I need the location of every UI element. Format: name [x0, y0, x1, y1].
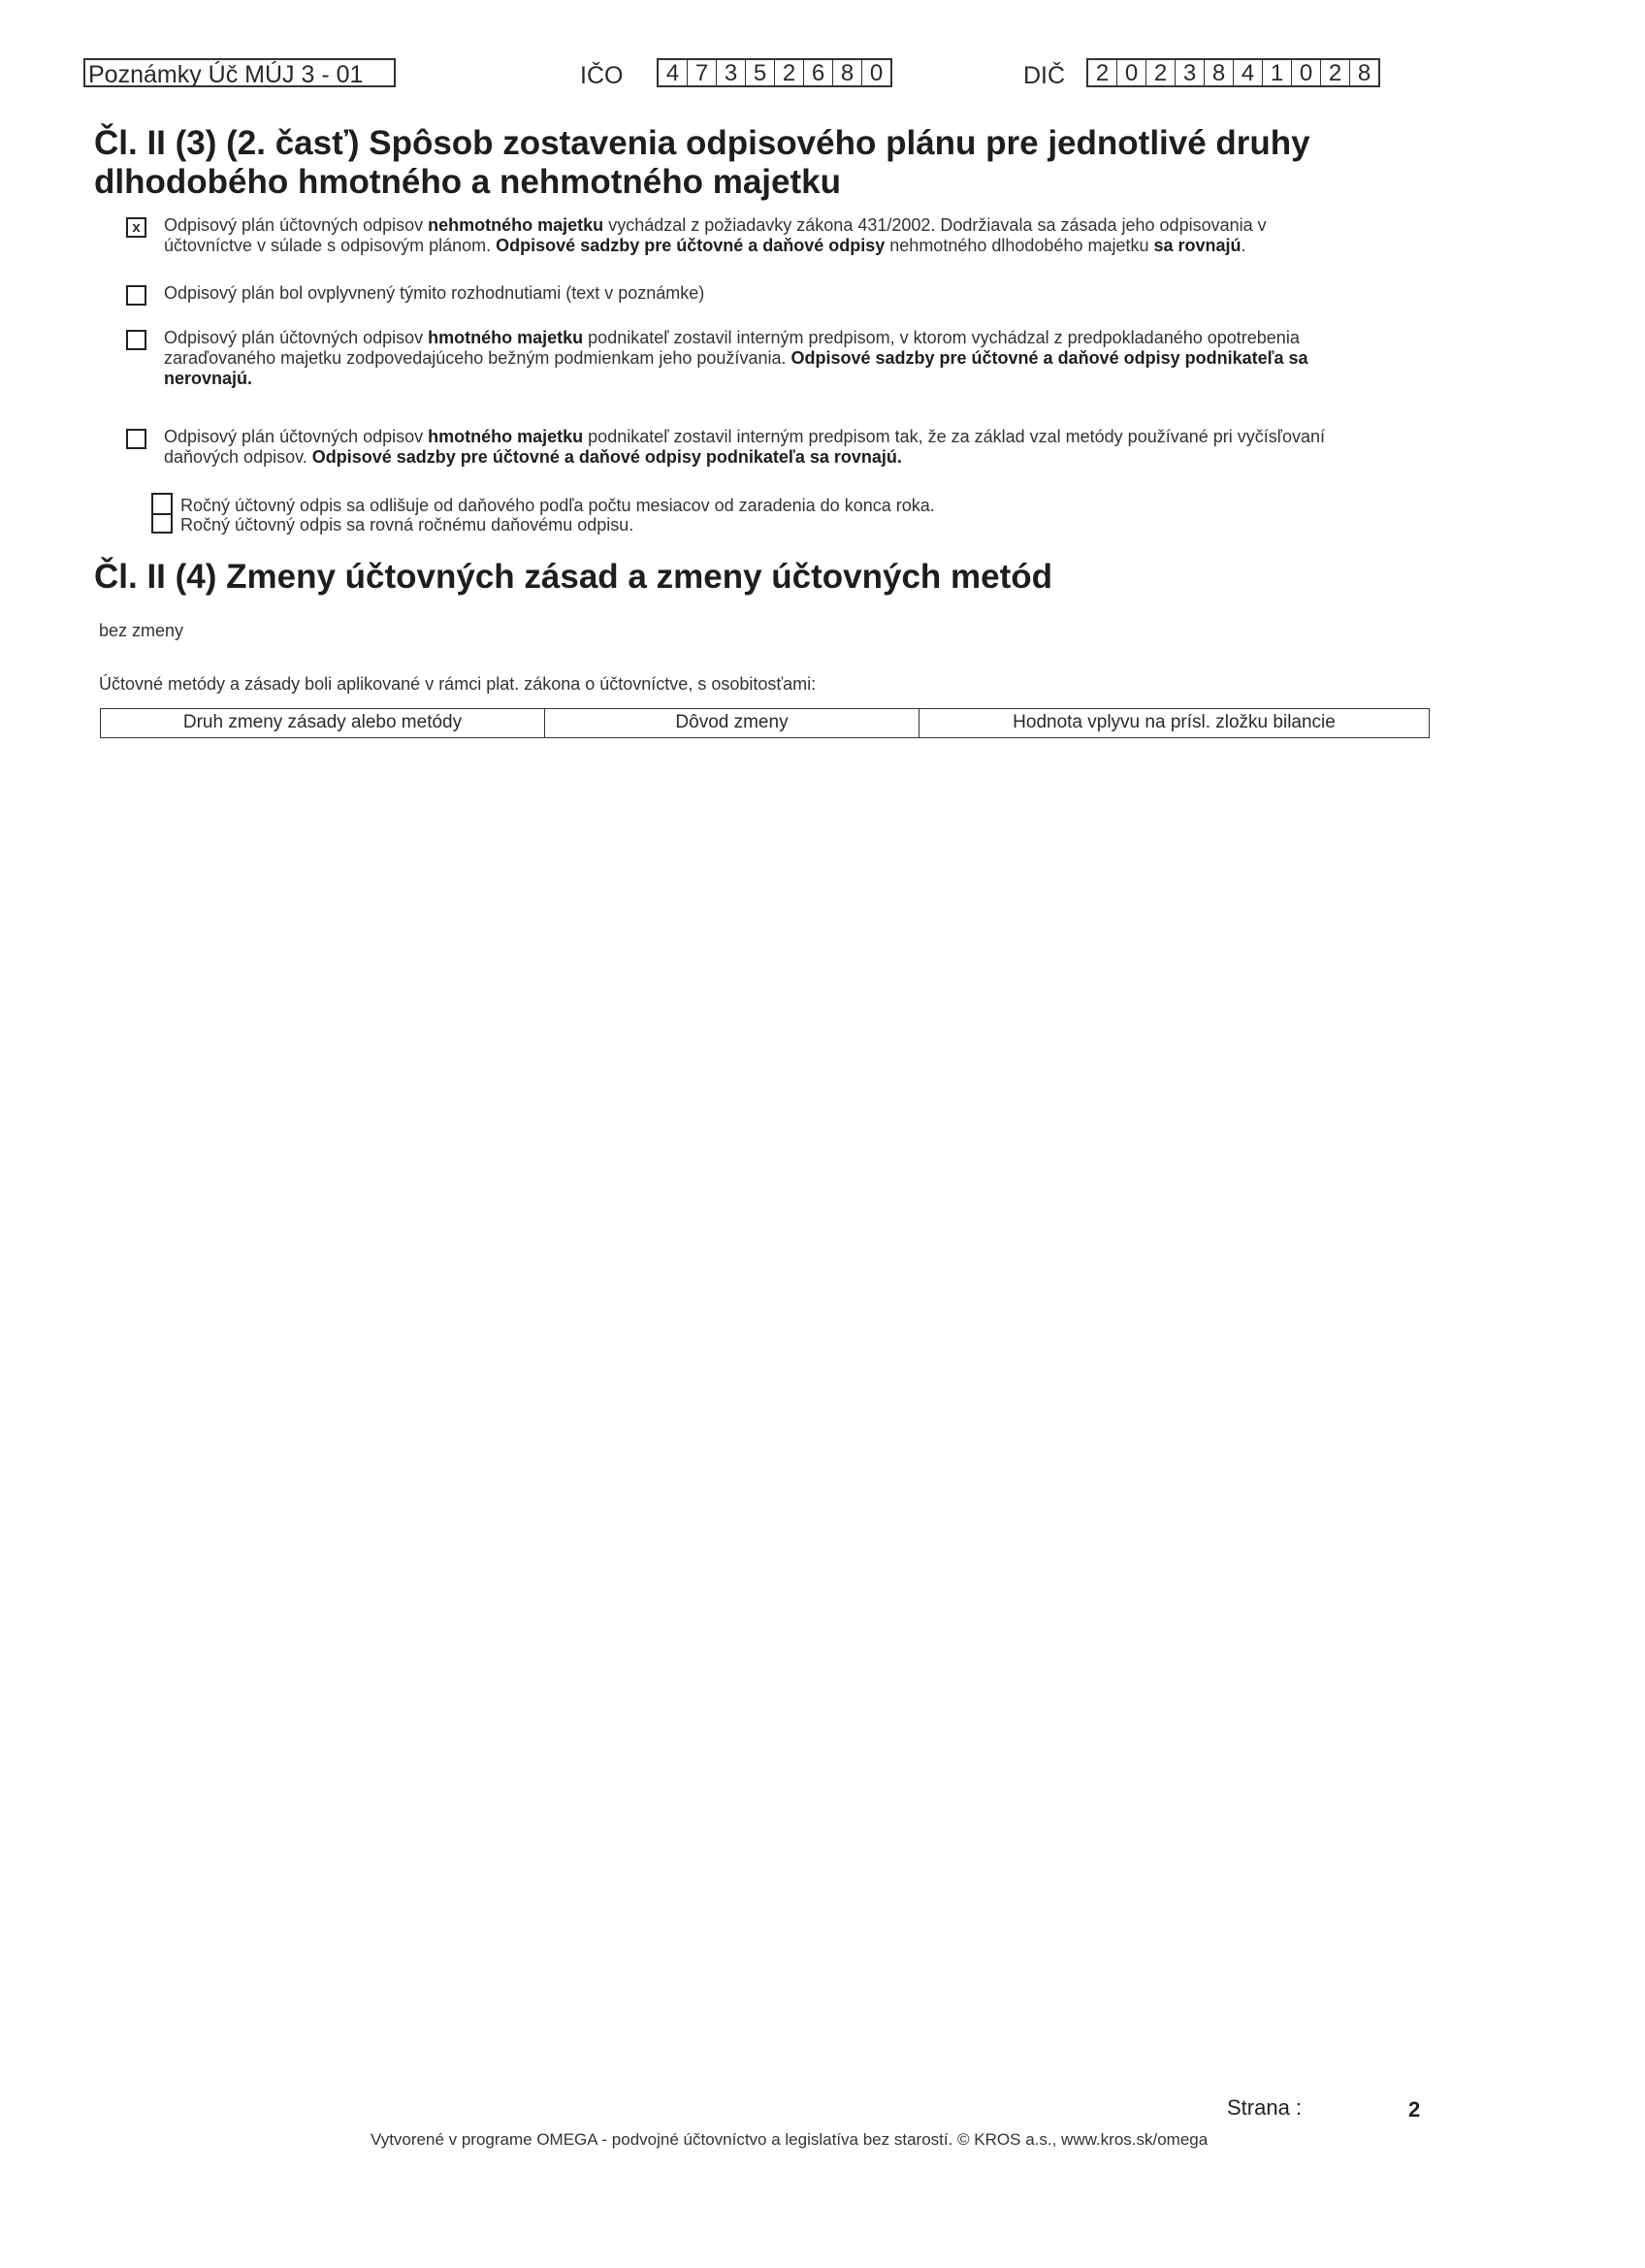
option-2-checkbox[interactable]	[126, 285, 146, 306]
section2-intro: Účtovné metódy a zásady boli aplikované v rámci plat. zákona o účtovníctve, s osobitosťami:	[99, 674, 817, 694]
section1-title-line1: Čl. II (3) (2. časť) Spôsob zostavenia odpisového plánu pre jednotlivé druhy	[94, 124, 1310, 162]
ico-digit: 5	[746, 60, 775, 85]
ico-digit: 4	[659, 60, 688, 85]
ico-digit: 7	[688, 60, 717, 85]
ico-digit: 0	[869, 60, 884, 86]
col-header-type: Druh zmeny zásady alebo metódy	[101, 709, 545, 737]
ico-digit: 2	[775, 60, 804, 85]
dic-digit: 1	[1263, 60, 1292, 85]
sub-option-2-text: Ročný účtovný odpis sa rovná ročnému daňovému odpisu.	[180, 515, 634, 535]
dic-label: DIČ	[1023, 62, 1066, 89]
section1-title-line2: dlhodobého hmotného a nehmotného majetku	[94, 163, 841, 201]
option-3-checkbox[interactable]	[126, 330, 146, 350]
section2-status: bez zmeny	[99, 621, 184, 640]
option-1-checkbox[interactable]: x	[126, 217, 146, 238]
dic-digits	[1086, 58, 1380, 87]
col-header-impact: Hodnota vplyvu na prísl. zložku bilancie	[1013, 712, 1336, 732]
ico-digits	[657, 58, 892, 87]
section2-title: Čl. II (4) Zmeny účtovných zásad a zmeny účtovných metód	[94, 558, 1053, 596]
col-header-reason: Dôvod zmeny	[545, 709, 919, 737]
dic-digit: 8	[1357, 60, 1371, 86]
option-3-text: Odpisový plán účtovných odpisov hmotného majetku podnikateľ zostavil interným predpisom, v ktorom vychádzal z predpokladaného opotrebenia zaraďovaného majetku zodpovedajúceho bežným podmienkam jeho používania. Odpisové sadzby pre účtovné a daňové odpisy podnikateľa sa nerovnajú.	[164, 328, 1308, 388]
sub-option-1-text: Ročný účtovný odpis sa odlišuje od daňového podľa počtu mesiacov od zaradenia do konca roka.	[180, 496, 935, 515]
sub-option-2-checkbox[interactable]	[152, 513, 172, 532]
option-4-checkbox[interactable]	[126, 429, 146, 449]
footer-credit: Vytvorené v programe OMEGA - podvojné účtovníctvo a legislatíva bez starostí. © KROS a.s., www.kros.sk/omega	[371, 2130, 1209, 2149]
form-code: Poznámky Úč MÚJ 3 - 01	[88, 61, 364, 88]
dic-digit: 3	[1176, 60, 1205, 85]
dic-digit: 2	[1321, 60, 1350, 85]
ico-digit: 8	[833, 60, 862, 85]
dic-digit: 0	[1117, 60, 1146, 85]
form-code-box	[83, 58, 396, 87]
changes-table-header	[100, 708, 1430, 738]
option-4-text: Odpisový plán účtovných odpisov hmotného majetku podnikateľ zostavil interným predpisom tak, že za základ vzal metódy používané pri vyčísľovaní daňových odpisov. Odpisové sadzby pre účtovné a daňové odpisy podnikateľa sa rovnajú.	[164, 427, 1326, 467]
dic-digit: 4	[1234, 60, 1263, 85]
ico-digit: 3	[717, 60, 746, 85]
option-2-text: Odpisový plán bol ovplyvnený týmito rozhodnutiami (text v poznámke)	[164, 283, 705, 303]
option-1-text: Odpisový plán účtovných odpisov nehmotného majetku vychádzal z požiadavky zákona 431/2002. Dodržiavala sa zásada jeho odpisovania v účtovníctve v súlade s odpisovým plánom. Odpisové sadzby pre účtovné a daňové odpisy nehmotného dlhodobého majetku sa rovnajú.	[164, 215, 1267, 255]
dic-digit: 2	[1088, 60, 1117, 85]
dic-digit: 2	[1146, 60, 1176, 85]
sub-option-1-checkbox[interactable]	[152, 494, 172, 512]
page-label: Strana :	[1227, 2095, 1303, 2120]
page-number: 2	[1408, 2097, 1421, 2122]
ico-digit: 6	[804, 60, 833, 85]
dic-digit: 8	[1205, 60, 1234, 85]
dic-digit: 0	[1292, 60, 1321, 85]
ico-label: IČO	[580, 62, 624, 89]
